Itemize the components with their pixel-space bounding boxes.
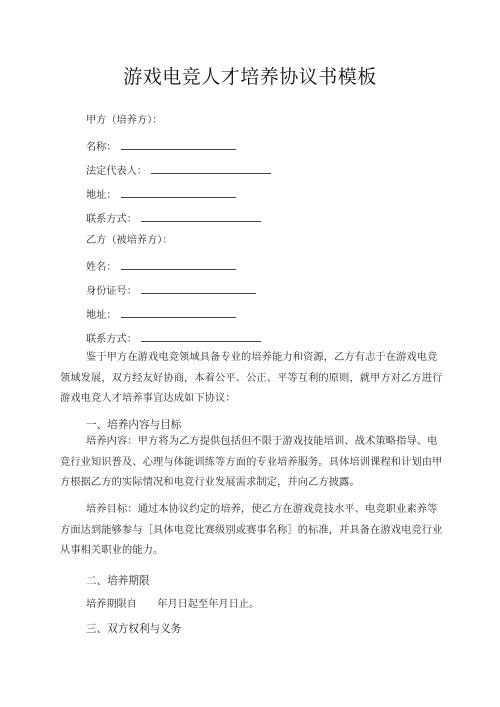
party-b-id-row xyxy=(86,282,256,299)
party-b-address-row xyxy=(86,306,236,323)
party-b-contact-row xyxy=(86,330,261,347)
section-1-heading: 一、培养内容与目标 xyxy=(86,419,182,431)
section-3-heading: 三、双方权利与义务 xyxy=(86,623,182,635)
party-b-heading: 乙方（被培养方）： xyxy=(86,235,173,246)
party-a-rep-row xyxy=(86,162,271,179)
document-title: 游戏电竞人才培养协议书模板 xyxy=(123,66,377,88)
party-a-address-row xyxy=(86,186,236,203)
party-a-name-row xyxy=(86,138,236,155)
party-b-id-blank[interactable] xyxy=(141,282,256,294)
party-b-name-row xyxy=(86,258,236,275)
party-b-address-label: 地址： xyxy=(86,310,117,321)
intro-paragraph: 鉴于甲方在游戏电竞领域具备专业的培养能力和资源，乙方有志于在游戏电竞领域发展，双方经友好协商，本着公平、公正、平等互利的原则，就甲方对乙方进行游戏电竞人才培养事宜达成如下协议： xyxy=(60,352,443,404)
party-a-name-label: 名称： xyxy=(86,142,117,153)
party-a-address-label: 地址： xyxy=(86,190,117,201)
party-b-address-blank[interactable] xyxy=(121,306,236,318)
party-a-contact-label: 联系方式： xyxy=(86,214,137,225)
section-2-heading: 二、培养期限 xyxy=(86,575,150,587)
party-a-address-blank[interactable] xyxy=(121,186,236,198)
party-a-contact-row xyxy=(86,210,261,227)
party-a-contact-blank[interactable] xyxy=(141,210,261,222)
party-a-rep-blank[interactable] xyxy=(151,162,271,174)
party-b-name-label: 姓名： xyxy=(86,262,117,273)
section-2-content: 培养期限自 年月日起至年月日止。 xyxy=(86,599,260,610)
party-a-name-blank[interactable] xyxy=(121,138,236,150)
party-a-rep-label: 法定代表人： xyxy=(86,166,148,177)
party-b-name-blank[interactable] xyxy=(121,258,236,270)
party-b-contact-blank[interactable] xyxy=(141,330,261,342)
party-b-id-label: 身份证号： xyxy=(86,286,137,297)
party-b-contact-label: 联系方式： xyxy=(86,334,137,345)
party-a-heading: 甲方（培养方）： xyxy=(86,115,163,126)
section-1-content: 培养内容：甲方将为乙方提供包括但不限于游戏技能培训、战术策略指导、电竞行业知识普及、心理与体能训练等方面的专业培养服务。具体培训课程和计划由甲方根据乙方的实际情况和电竞行业发展需求制定，并向乙方披露。 xyxy=(60,436,443,488)
section-1-goal: 培养目标：通过本协议约定的培养，使乙方在游戏竞技水平、电竞职业素养等方面达到能够参与［具体电竞比赛级别或赛事名称］的标准，并具备在游戏电竞行业从事相关职业的能力。 xyxy=(60,504,443,556)
